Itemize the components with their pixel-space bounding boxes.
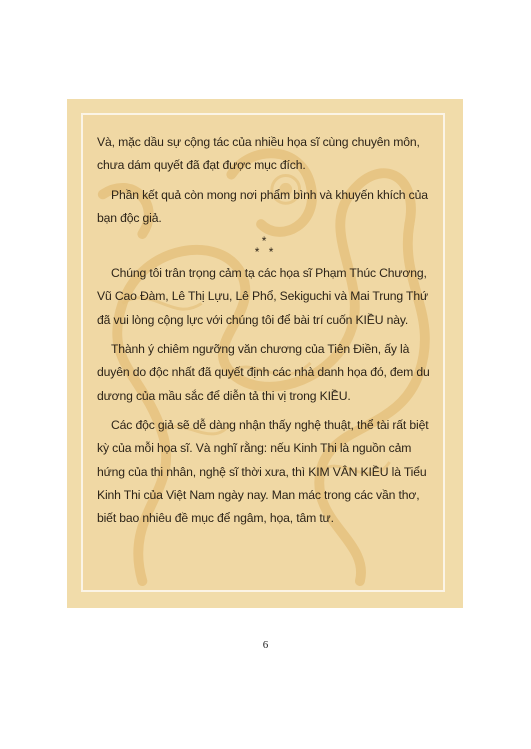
separator-star: * xyxy=(261,234,267,249)
paragraph: Phần kết quả còn mong nơi phẩm bình và khuyến khích của bạn độc giả. xyxy=(97,187,428,225)
decorated-text-panel xyxy=(67,99,463,608)
paragraph: Chúng tôi trân trọng cảm tạ các họa sĩ Phạm Thúc Chương, Vũ Cao Đàm, Lê Thị Lựu, Lê Phổ, Sekiguchi và Mai Trung Thứ đã vui lòng cộng lực với chúng tôi để bài trí cuốn KIỀU này. xyxy=(97,266,428,327)
panel-inner-frame xyxy=(81,113,445,592)
paragraph: Các độc giả sẽ dễ dàng nhận thấy nghệ thuật, thể tài rất biệt kỳ của mỗi họa sĩ. Và nghĩ rằng: nếu Kinh Thi là nguồn cảm hứng của thi nhân, nghệ sĩ thời xưa, thì KIM VÂN KIỀU là Tiểu Kinh Thi của Việt Nam ngày nay. Man mác trong các vần thơ, biết bao nhiêu đề mục để ngâm, họa, tâm tư. xyxy=(97,417,429,526)
paragraph: Thành ý chiêm ngưỡng văn chương của Tiên Điền, ấy là duyên do độc nhất đã quyết định các nhà danh họa đó, đem du dương của mầu sắc để diễn tả thi vị trong KIỀU. xyxy=(97,342,430,403)
page-number: 6 xyxy=(262,639,269,651)
paragraph: Và, mặc dầu sự cộng tác của nhiều họa sĩ cùng chuyên môn, chưa dám quyết đã đạt được mục đích. xyxy=(97,135,420,173)
separator-stars: * * xyxy=(254,245,274,260)
body-text xyxy=(97,131,431,530)
section-separator xyxy=(97,236,431,258)
